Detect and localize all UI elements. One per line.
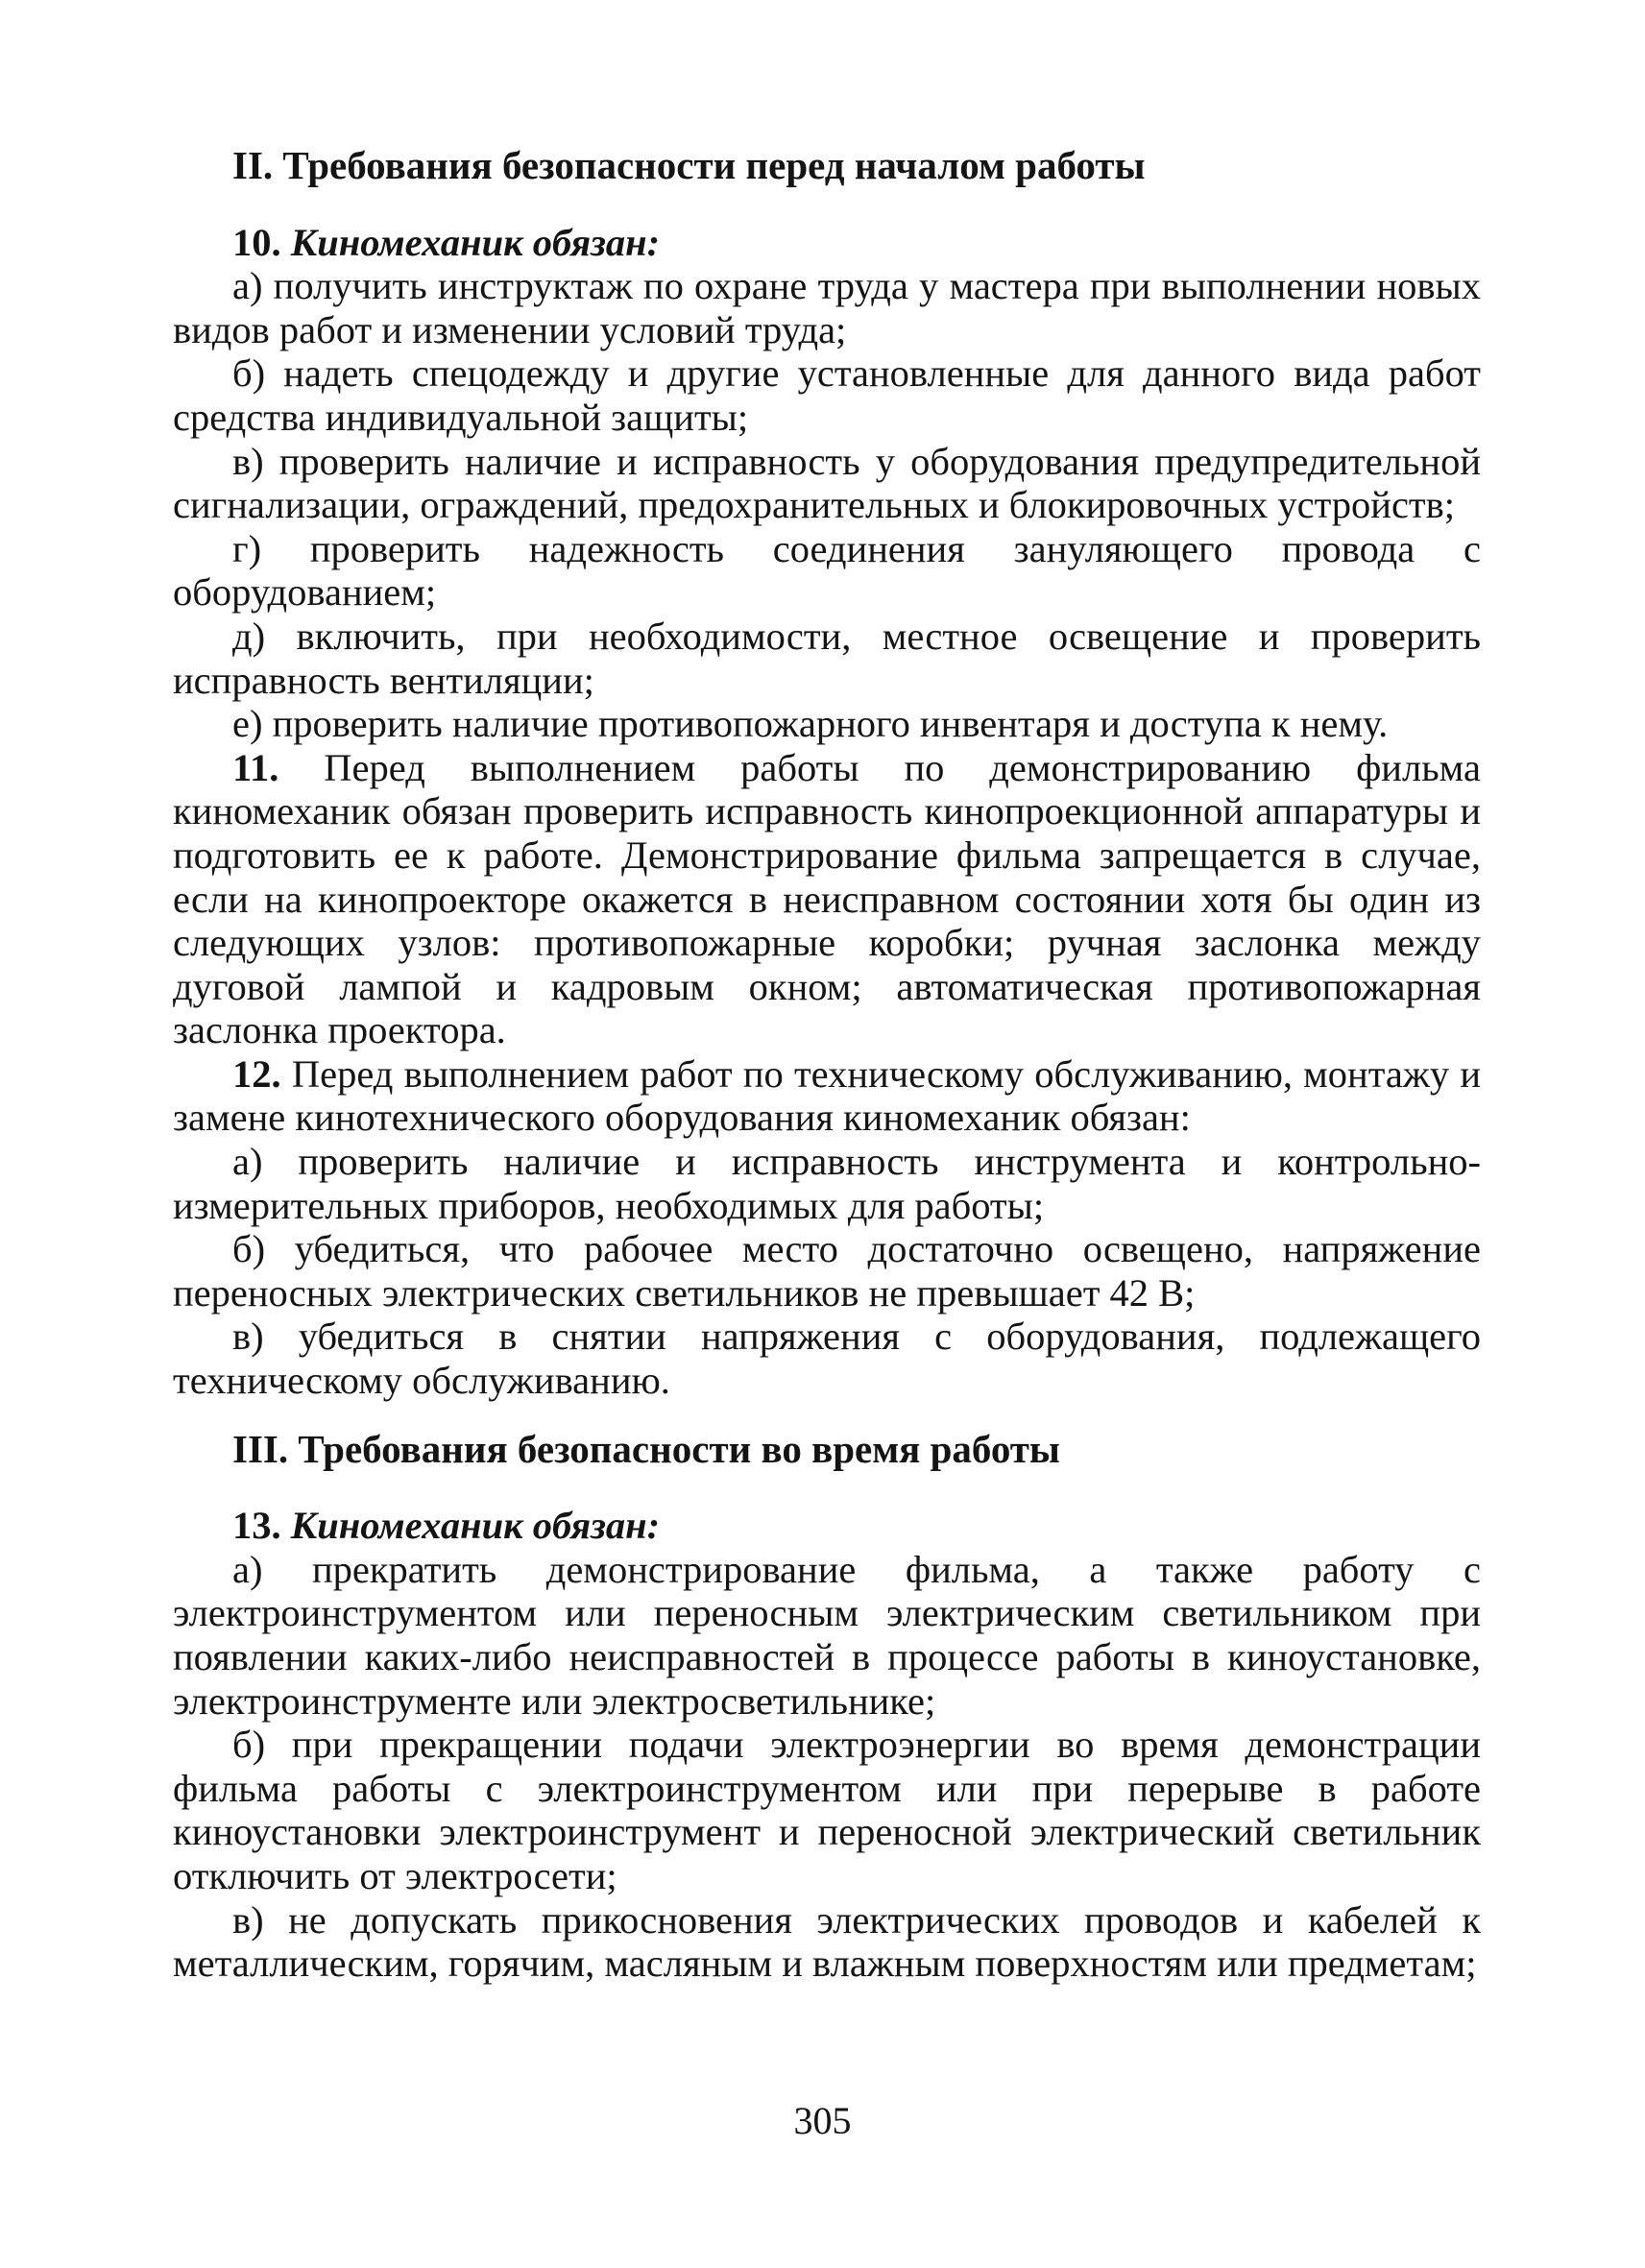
item-11-paragraph	[173, 746, 1481, 1052]
text-column	[173, 144, 1481, 1986]
item-10-e: е) проверить наличие противопожарного инвентаря и доступа к нему.	[232, 702, 1389, 746]
item-13-v: в) не допускать прикосновения электрических проводов и кабелей к металлическим, горячим, масляным и влажным поверхностям или предметам;	[173, 1897, 1481, 1986]
item-10-d: д) включить, при необходимости, местное освещение и проверить исправность вентиляции;	[173, 614, 1481, 702]
item-10-number: 10.	[232, 220, 281, 264]
item-13-lead: Киномеханик обязан:	[290, 1504, 661, 1548]
item-12-number: 12.	[232, 1051, 281, 1096]
item-10-b: б) надеть спецодежду и другие установленные для данного вида работ средства индивидуальной защиты;	[173, 351, 1481, 439]
item-13-a: а) прекратить демонстрирование фильма, а также работу с электроинструментом или переносным электрическим светильником при появлении каких-либо неисправностей в процессе работы в киноустановке, электроинструменте или электросветильнике;	[173, 1547, 1481, 1723]
item-11-text: Перед выполнением работы по демонстрированию фильма киномеханик обязан проверить исправность кинопроекционной аппаратуры и подготовить ее к работе. Демонстрирование фильма запрещается в случае, если на кинопроекторе окажется в неисправном состоянии хотя бы один из следующих узлов: противопожарные коробки; ручная заслонка между дуговой лампой и кадровым окном; автоматическая противопожарная заслонка проектора.	[173, 745, 1481, 1052]
item-11-number: 11.	[232, 745, 279, 789]
item-10-lead: Киномеханик обязан:	[290, 220, 661, 264]
item-10-heading	[173, 221, 1481, 265]
item-12-paragraph	[173, 1052, 1481, 1140]
item-12-text: Перед выполнением работ по техническому обслуживанию, монтажу и замене кинотехнического оборудования киномеханик обязан:	[173, 1051, 1482, 1140]
section-3-heading: III. Требования безопасности во время работы	[232, 1426, 1060, 1471]
item-10-g: г) проверить надежность соединения зануляющего провода с оборудованием;	[173, 526, 1481, 615]
item-13-b: б) при прекращении подачи электроэнергии во время демонстрации фильма работы с электроинструментом или при перерыве в работе киноустановки электроинструмент и переносной электрический светильник отключить от электросети;	[173, 1723, 1481, 1897]
item-10-a: а) получить инструктаж по охране труда у мастера при выполнении новых видов работ и изменении условий труда;	[173, 264, 1481, 351]
item-13-number: 13.	[232, 1504, 281, 1548]
item-12-b: б) убедиться, что рабочее место достаточно освещено, напряжение переносных электрических светильников не превышает 42 В;	[173, 1227, 1481, 1315]
item-13-heading	[173, 1504, 1481, 1548]
section-2-heading: II. Требования безопасности перед началом работы	[232, 143, 1146, 187]
item-10-v: в) проверить наличие и исправность у оборудования предупредительной сигнализации, ограждений, предохранительных и блокировочных устройств;	[173, 439, 1481, 527]
page-number: 305	[793, 2099, 852, 2142]
item-12-a: а) проверить наличие и исправность инструмента и контрольно-измерительных приборов, необходимых для работы;	[173, 1140, 1481, 1227]
item-12-v: в) убедиться в снятии напряжения с оборудования, подлежащего техническому обслуживанию.	[173, 1315, 1481, 1403]
